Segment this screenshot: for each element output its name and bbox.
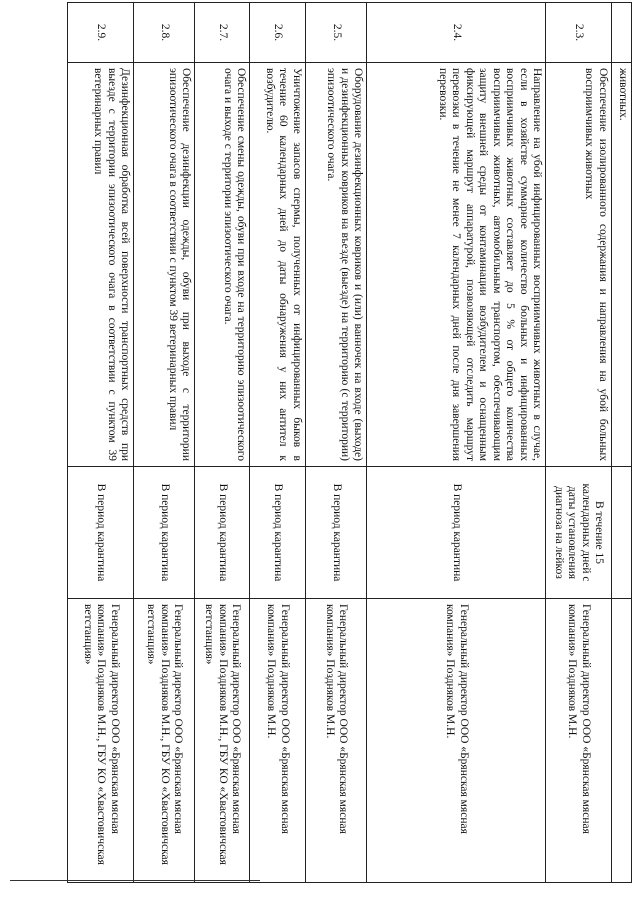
- table-row: [611, 3, 631, 883]
- measure-text: Обеспечение изолированного содержания и направления на убой больных восприимчивых животных: [546, 63, 611, 467]
- row-number: 2.8.: [134, 3, 195, 63]
- row-number: 2.6.: [250, 3, 305, 63]
- term-text: В период карантина: [195, 467, 250, 599]
- measure-text: животных.: [611, 63, 631, 467]
- table-row: [367, 3, 546, 883]
- table-row: [305, 3, 367, 883]
- responsible-text: Генеральный директор ООО «Брянская мясная компания» Поздняков М.Н.: [367, 599, 546, 883]
- table-row: [134, 3, 195, 883]
- table-row: [68, 3, 134, 883]
- row-number: [611, 3, 631, 63]
- measure-text: Обеспечение смены одежды, обуви при входе на территорию эпизоотического очага и выходе с территории эпизоотического очага.: [195, 63, 250, 467]
- term-text: [611, 467, 631, 599]
- measure-text: Обеспечение дезинфекции одежды, обуви при выходе с территории эпизоотического очага в соответствии с пунктом 39 ветеринарных правил: [134, 63, 195, 467]
- term-text: В период карантина: [134, 467, 195, 599]
- row-number: 2.3.: [546, 3, 611, 63]
- measure-text: Дезинфекционная обработка всей поверхности транспортных средств при выезде с территории эпизоотического очага в соответствии с пунктом 39 ветеринарных правил: [68, 63, 134, 467]
- rotated-page: [67, 2, 632, 882]
- measures-table: [67, 2, 632, 883]
- table-row: [250, 3, 305, 883]
- measure-text: Направление на убой инфицированных восприимчивых животных в случае, если в хозяйстве суммарное количество больных и инфицированных восприимчивых животных составляет до 5 % от общего количества восприимчивых животных, автомобильным транспортом, обеспечивающим защиту внешней среды от контаминации возбудителем и оснащенным фиксирующей маршрут аппаратурой, позволяющей отследить маршрут перевозки в течение не менее 7 календарных дней после дня завершения перевозки.: [367, 63, 546, 467]
- measure-text: Уничтожение запасов спермы, полученных от инфицированных быков в течение 60 календарных дней до даты обнаружения у них антител к возбудителю.: [250, 63, 305, 467]
- responsible-text: Генеральный директор ООО «Брянская мясная компания» Поздняков М.Н.: [305, 599, 367, 883]
- row-number: 2.9.: [68, 3, 134, 63]
- responsible-text: Генеральный директор ООО «Брянская мясная компания» Поздняков М.Н., ГБУ КО «Хвастовичская ветстанция»: [68, 599, 134, 883]
- term-text: В период карантина: [305, 467, 367, 599]
- responsible-text: Генеральный директор ООО «Брянская мясная компания» Поздняков М.Н., ГБУ КО «Хвастовичская ветстанция»: [195, 599, 250, 883]
- term-text: В течение 15 календарных дней с даты установления диагноза на лейкоз: [546, 467, 611, 599]
- term-text: В период карантина: [68, 467, 134, 599]
- table-row: [546, 3, 611, 883]
- page-footer-rule: [10, 880, 260, 881]
- responsible-text: Генеральный директор ООО «Брянская мясная компания» Поздняков М.Н.: [546, 599, 611, 883]
- table-row: [195, 3, 250, 883]
- row-number: 2.4.: [367, 3, 546, 63]
- responsible-text: [611, 599, 631, 883]
- measure-text: Оборудование дезинфекционных ковриков и (или) ванночек на входе (выходе) и дезинфекционных ковриков на въезде (выезде) на территорию (с территории) эпизоотического очага.: [305, 63, 367, 467]
- responsible-text: Генеральный директор ООО «Брянская мясная компания» Поздняков М.Н.: [250, 599, 305, 883]
- term-text: В период карантина: [250, 467, 305, 599]
- row-number: 2.5.: [305, 3, 367, 63]
- term-text: В период карантина: [367, 467, 546, 599]
- responsible-text: Генеральный директор ООО «Брянская мясная компания» Поздняков М.Н., ГБУ КО «Хвастовичская ветстанция»: [134, 599, 195, 883]
- row-number: 2.7.: [195, 3, 250, 63]
